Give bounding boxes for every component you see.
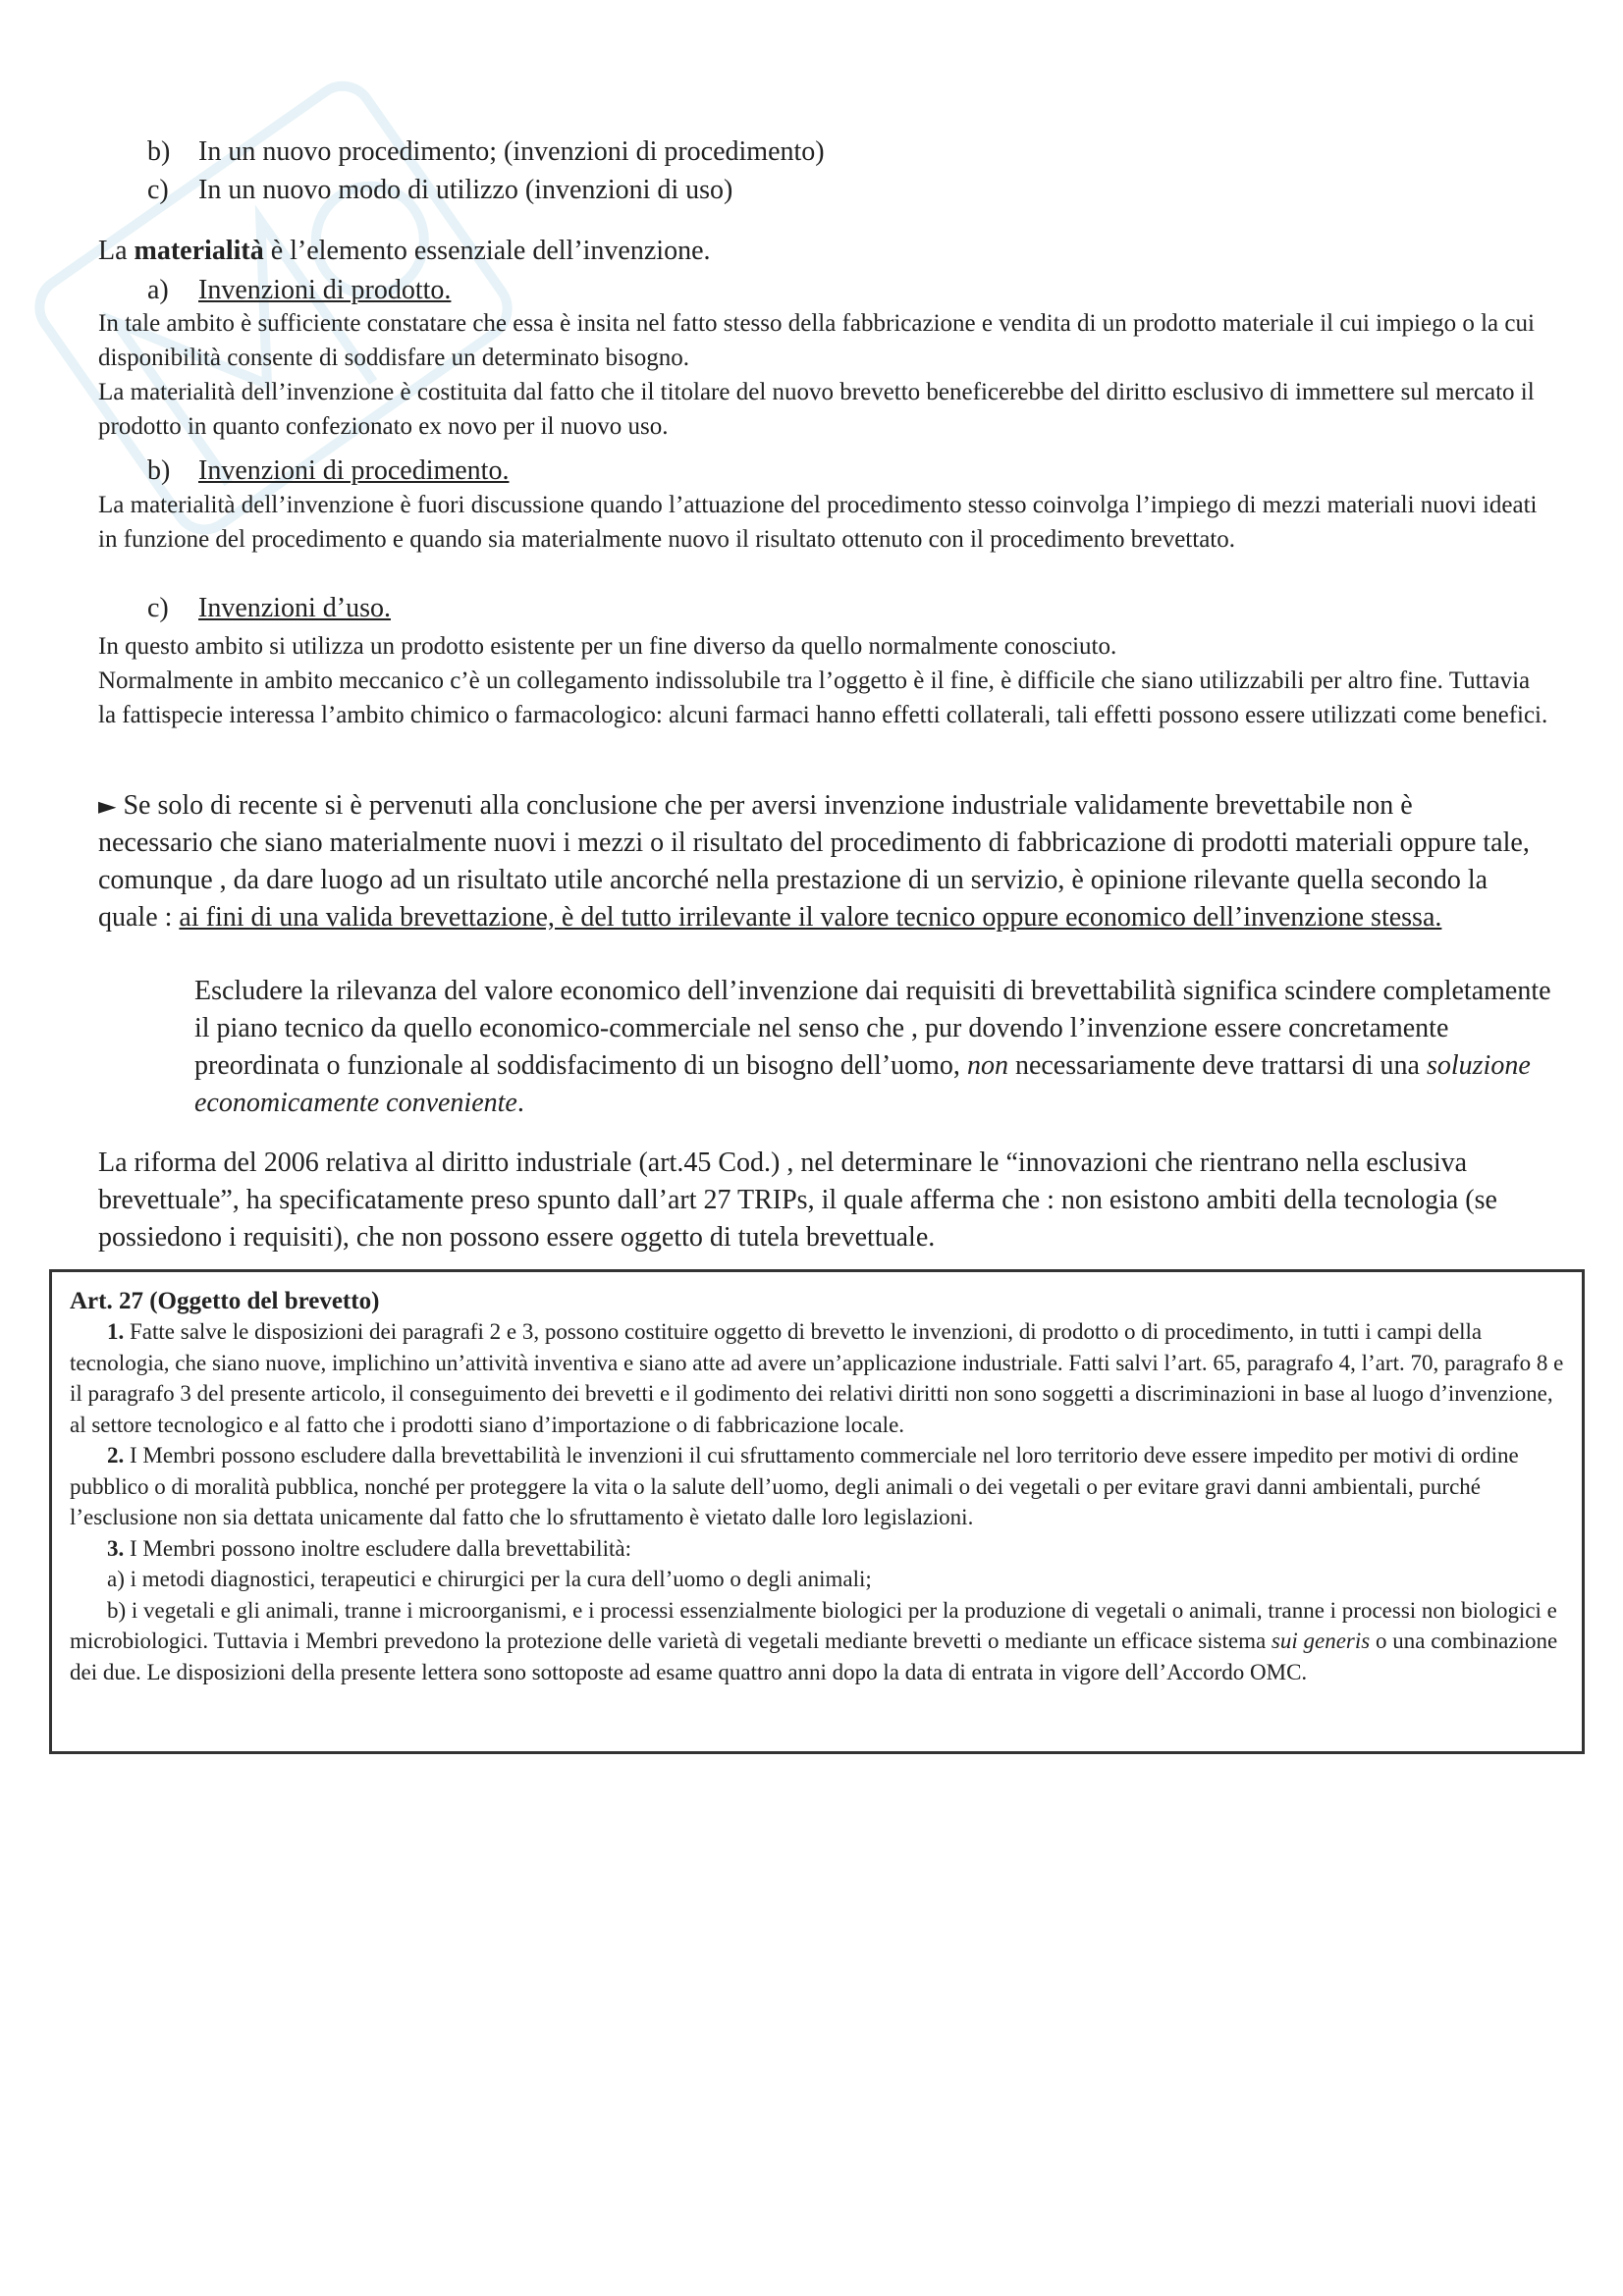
article-paragraph-number: 1. bbox=[107, 1319, 125, 1344]
paragraph: In questo ambito si utilizza un prodotto esistente per un fine diverso da quello normalmente conosciuto. bbox=[98, 633, 1117, 660]
indented-middle: necessariamente deve trattarsi di una bbox=[1007, 1050, 1427, 1081]
article-paragraph-number: 2. bbox=[107, 1443, 125, 1468]
list-label: b) bbox=[147, 136, 171, 167]
indented-paragraph bbox=[194, 973, 1569, 1122]
materialita-suffix: è l’elemento essenziale dell’invenzione. bbox=[263, 236, 711, 266]
materialita-prefix: La bbox=[98, 236, 135, 266]
article-paragraph-number: 3. bbox=[107, 1535, 125, 1561]
list-text: In un nuovo procedimento; (invenzioni di procedimento) bbox=[198, 136, 825, 167]
paragraph: La materialità dell’invenzione è fuori discussione quando l’attuazione del procedimento stesso coinvolga l’impiego di mezzi materiali nuovi ideati in funzione del procedimento e quando sia materialmente nuovo il risultato ottenuto con il procedimento brevettato. bbox=[98, 492, 1538, 553]
article-subitem bbox=[70, 1595, 1564, 1688]
indented-text: Escludere la rilevanza del valore economico dell’invenzione dai requisiti di brevettabilità significa scindere completamente il piano tecnico da quello economico-commerciale nel senso che , pur dovendo l’invenzione essere concretamente preordinata o funzionale al soddisfacimento di un bisogno dell’uomo, bbox=[194, 976, 1551, 1081]
section-label: a) bbox=[147, 275, 169, 305]
paragraph: In tale ambito è sufficiente constatare che essa è insita nel fatto stesso della fabbricazione e vendita di un prodotto materiale il cui impiego o la cui disponibilità consente di soddisfare un determinato bisogno. bbox=[98, 310, 1535, 371]
list-item bbox=[147, 172, 732, 209]
article-paragraph bbox=[70, 1533, 1564, 1565]
section-label: c) bbox=[147, 593, 169, 623]
article-paragraph-text: Fatte salve le disposizioni dei paragrafi 2 e 3, possono costituire oggetto di brevetto le invenzioni, di prodotto o di procedimento, in tutti i campi della tecnologia, che siano nuove, implichino un’attività inventiva e siano atte ad avere un’applicazione industriale. Fatti salvi l’art. 65, paragrafo 4, l’art. 70, paragrafo 8 e il paragrafo 3 del presente articolo, il conseguimento dei brevetti e il godimento dei relativi diritti non sono soggetti a discriminazioni in base al luogo d’invenzione, al settore tecnologico e al fatto che i prodotti siano d’importazione o di fabbricazione locale. bbox=[70, 1319, 1564, 1437]
arrow-paragraph bbox=[98, 787, 1532, 936]
article-paragraph bbox=[70, 1316, 1564, 1440]
article-subitem-end: o una combinazione dei due. Le disposizioni della presente lettera sono sottoposte ad esame quattro anni dopo la data di entrata in vigore dell’Accordo OMC. bbox=[70, 1629, 1558, 1684]
article-paragraph-text: I Membri possono escludere dalla brevettabilità le invenzioni il cui sfruttamento commerciale nel loro territorio deve essere impedito per motivi di ordine pubblico o di moralità pubblica, nonché per proteggere la vita o la salute dell’uomo, degli animali o dei vegetali o per evitare gravi danni ambientali, purché l’esclusione non sia dettata unicamente dal fatto che lo sfruttamento è vietato dalle loro legislazioni. bbox=[70, 1443, 1519, 1529]
paragraph: La materialità dell’invenzione è costituita dal fatto che il titolare del nuovo brevetto beneficerebbe del diritto esclusivo di immettere sul mercato il prodotto in quanto confezionato ex novo per il nuovo uso. bbox=[98, 379, 1535, 440]
article-title: Art. 27 (Oggetto del brevetto) bbox=[70, 1288, 380, 1314]
paragraph: Normalmente in ambito meccanico c’è un collegamento indissolubile tra l’oggetto è il fine, è difficile che siano utilizzabili per altro fine. Tuttavia la fattispecie interessa l’ambito chimico o farmacologico: alcuni farmaci hanno effetti collaterali, tali effetti possono essere utilizzati come benefici. bbox=[98, 667, 1548, 728]
list-item bbox=[147, 133, 825, 171]
list-label: c) bbox=[147, 175, 169, 205]
article-box bbox=[49, 1269, 1585, 1754]
article-paragraph bbox=[70, 1440, 1564, 1533]
article-paragraph-text: I Membri possono inoltre escludere dalla brevettabilità: bbox=[124, 1535, 631, 1561]
arrow-paragraph-text: Se solo di recente si è pervenuti alla conclusione che per aversi invenzione industriale validamente brevettabile non è necessario che siano materialmente nuovi i mezzi o il risultato del procedimento di fabbricazione di prodotti materiali oppure tale, comunque , da dare luogo ad un risultato utile ancorché nella prestazione di un servizio, è opinione rilevante quella secondo la quale : bbox=[98, 790, 1530, 933]
article-subitem-italic: sui generis bbox=[1271, 1629, 1371, 1653]
section-label: b) bbox=[147, 455, 171, 486]
article-subitem-text: b) i vegetali e gli animali, tranne i microorganismi, e i processi essenzialmente biologici per la produzione di vegetali o animali, tranne i processi non biologici e microbiologici. Tuttavia i Membri prevedono la protezione delle varietà di vegetali mediante brevetti o mediante un efficace sistema bbox=[70, 1597, 1557, 1653]
materialita-bold: materialità bbox=[134, 236, 264, 266]
indented-italic: non bbox=[966, 1050, 1008, 1081]
riforma-paragraph: La riforma del 2006 relativa al diritto industriale (art.45 Cod.) , nel determinare le “innovazioni che rientrano nella esclusiva brevettuale”, ha specificatamente preso spunto dall’art 27 TRIPs, il quale afferma che : non esistono ambiti della tecnologia (se possiedono i requisiti), che non possono essere oggetto di tutela brevettuale. bbox=[98, 1148, 1497, 1253]
arrow-paragraph-underlined: ai fini di una valida brevettazione, è del tutto irrilevante il valore tecnico oppure economico dell’invenzione stessa. bbox=[179, 902, 1442, 933]
section-heading bbox=[147, 454, 509, 489]
section-heading bbox=[147, 591, 391, 626]
indented-end: . bbox=[516, 1088, 524, 1118]
section-heading bbox=[147, 273, 451, 308]
section-title: Invenzioni di prodotto. bbox=[198, 275, 452, 305]
list-text: In un nuovo modo di utilizzo (invenzioni di uso) bbox=[198, 175, 733, 205]
arrow-bullet-icon: ► bbox=[98, 792, 117, 820]
section-title: Invenzioni di procedimento. bbox=[198, 455, 510, 486]
indented-italic: soluzione economicamente conveniente bbox=[194, 1050, 1531, 1118]
materialita-line bbox=[98, 233, 711, 270]
section-title: Invenzioni d’uso. bbox=[198, 593, 391, 623]
article-subitem: a) i metodi diagnostici, terapeutici e chirurgici per la cura dell’uomo o degli animali; bbox=[107, 1567, 872, 1591]
